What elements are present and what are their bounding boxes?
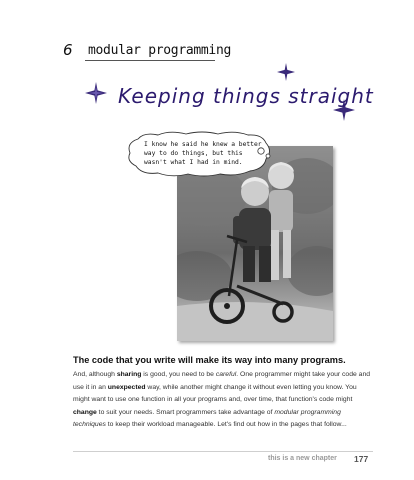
chapter-title-underline: [85, 60, 215, 61]
page-number: 177: [354, 454, 369, 464]
body-text-bold: sharing: [116, 371, 142, 378]
footer-label: this is a new chapter: [268, 455, 337, 462]
body-text-italic: careful: [215, 371, 237, 378]
body-text-bold: unexpected: [107, 383, 146, 391]
chapter-title: modular programming: [88, 43, 232, 58]
body-text-run: to keep their workload manageable. Let's find out how in the pages that follow...: [105, 421, 347, 429]
sparkle-star-icon: [85, 82, 107, 104]
page-title: Keeping things straight: [118, 84, 374, 108]
footer-divider: [73, 451, 373, 452]
thought-bubble-text: I know he said he knew a better way to do things, but this wasn't what I had in mind.: [144, 141, 262, 166]
body-text-run: . One programmer might take your code and use it in an: [73, 371, 371, 391]
chapter-number: 6: [63, 41, 73, 59]
body-paragraph: [73, 369, 373, 432]
body-text-run: to suit your needs. Smart programmers take advantage of: [96, 408, 275, 416]
body-text-run: is good, you need to be: [141, 371, 216, 378]
body-text-italic: modular programming techniques: [73, 408, 341, 429]
section-headline: The code that you write will make its way into many programs.: [73, 355, 346, 365]
body-text-run: And, although: [73, 371, 117, 378]
body-text-run: way, while another might change it without even letting you know. You might want to use one function in all your programs and, over time, that function's code might: [73, 383, 357, 404]
body-text-bold: change: [73, 408, 97, 416]
sparkle-star-icon: [277, 63, 295, 81]
